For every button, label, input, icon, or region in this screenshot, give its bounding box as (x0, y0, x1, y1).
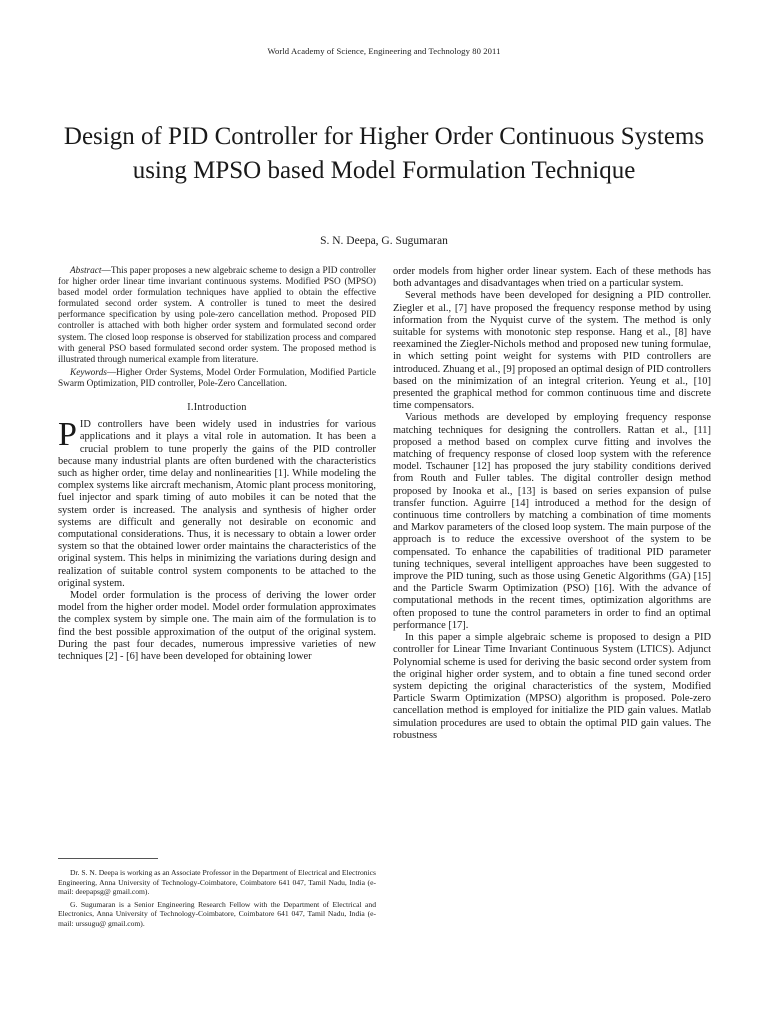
right-paragraph-4: In this paper a simple algebraic scheme is proposed to design a PID controller for Linear Time Invariant Continuous System (LTICS). Adjunct Polynomial scheme is used for deriving the basic second order system from the original higher order system, and to obtain a fine tuned second order system depicting the original characteristics of the system, Modified Particle Swarm Optimization (MPSO) algorithm is proposed. Pole-zero cancellation method is employed for initialize the PID gain values. Matlab simulation procedures are used to obtain the optimal PID gain values. The robustness (393, 632, 711, 741)
footnote-divider (58, 858, 158, 859)
right-column (393, 266, 711, 742)
section-heading-introduction: I.Introduction (187, 402, 247, 414)
keywords-text: —Higher Order Systems, Model Order Formulation, Modified Particle Swarm Optimization, PID controller, Pole-Zero Cancellation. (58, 367, 376, 389)
intro-paragraph-1-text: ID controllers have been widely used in industries for various applications and it plays a vital role in automation. It has been a crucial problem to tune properly the gains of the PID controller because many industrial plants are often burdened with the characteristics such as higher order, time delay and nonlinearities [1]. While modeling the complex systems like aircraft mechanism, Atomic plant process monitoring, fuel injector and spark timing of auto mobiles it can be noted that the system order is increased. The analysis and synthesis of higher order systems are difficult and generally not desirable on economic and computational considerations. Thus, it is necessary to obtain a lower order system so that the obtained lower order maintains the characteristics of the original system. This helps in minimizing the variations during design and realization of suitable control system components to be attached to the original system. (58, 419, 376, 589)
abstract-text: —This paper proposes a new algebraic scheme to design a PID controller for higher order linear time invariant continuous systems. Modified PSO (MPSO) based model order formulation techniques have applied to obtain the effective formulated second order system. A controller is tuned to meet the desired performance specification by using pole-zero cancellation method. Proposed PID controller is attached with both higher order system and formulated second order system. The closed loop response is observed for stabilization process and compared with general PSO based formulated second order system. The proposed method is illustrated through numerical example from literature. (58, 266, 376, 365)
footnote-author-2: G. Sugumaran is a Senior Engineering Research Fellow with the Department of Electrical and Electronics, Anna University of Technology-Coimbatore, Coimbatore 641 047, Tamil Nadu, India (e-mail: urssugu@ gmail.com). (58, 899, 376, 928)
journal-header: World Academy of Science, Engineering and Technology 80 2011 (267, 46, 501, 56)
left-column (58, 266, 376, 663)
drop-cap: P (58, 416, 77, 454)
abstract-paragraph (58, 266, 376, 366)
keywords-paragraph (58, 368, 376, 390)
footnotes (58, 868, 376, 932)
abstract-label: Abstract (70, 266, 102, 276)
keywords-label: Keywords (70, 367, 107, 378)
footnote-author-1: Dr. S. N. Deepa is working as an Associate Professor in the Department of Electrical and Electronics Engineering, Anna University of Technology-Coimbatore, Coimbatore 641 047, Tamil Nadu, India (e-mail: deepapsg@ gmail.com). (58, 868, 376, 897)
right-paragraph-3: Various methods are developed by employing frequency response matching techniques for designing the controllers. Rattan et al., [11] proposed a method based on complex curve fitting and involves the matching of frequency response of closed loop system with the reference model. Tschauner [12] has proposed the jury stability conditions derived from Routh and Fuller tables. The digital controller design method proposed by Inooka et al., [13] is based on series expansion of pulse transfer function. Aguirre [14] introduced a method for the design of continuous time controllers by matching a combination of time moments and Markov parameters of the closed loop system. The main purpose of the approach is to reduce the excessive overshoot of the system to be compensated. To enhance the capabilities of traditional PID parameter tuning techniques, several intelligent approaches have been suggested to improve the PID tuning, such as those using Genetic Algorithms (GA) [15] and the Particle Swarm Optimization (PSO) [16]. With the advance of computational methods in the recent times, optimization algorithms are often proposed to tune the control parameters in order to find an optimal performance [17]. (393, 412, 711, 631)
intro-paragraph-1 (58, 416, 376, 590)
paper-authors: S. N. Deepa, G. Sugumaran (320, 235, 448, 247)
right-paragraph-1: order models from higher order linear system. Each of these methods has both advantages and disadvantages when tried on a particular system. (393, 266, 711, 290)
paper-title: Design of PID Controller for Higher Order Continuous Systems using MPSO based Model Formulation Technique (63, 123, 705, 184)
intro-paragraph-2: Model order formulation is the process of deriving the lower order model from the higher order model. Model order formulation approximates the complex system by simple one. The main aim of the formulation is to find the best possible approximation of the output of the original system. During the past four decades, numerous impressive varieties of new techniques [2] - [6] have been developed for obtaining lower (58, 590, 376, 663)
right-paragraph-2: Several methods have been developed for designing a PID controller. Ziegler et al., [7] have proposed the frequency response method by using information from the Nyquist curve of the system. The method is only suitable for systems with monotonic step response. Hang et al., [8] have reexamined the Ziegler-Nichols method and proposed new tuning formulae, in which setting point weight for systems with PID controllers are introduced. Zhuang et al., [9] proposed an optimal design of PID controllers based on the minimization of an integral criterion. Yeung et al., [10] presented the graphical method for common continuous time and discrete time compensators. (393, 290, 711, 412)
